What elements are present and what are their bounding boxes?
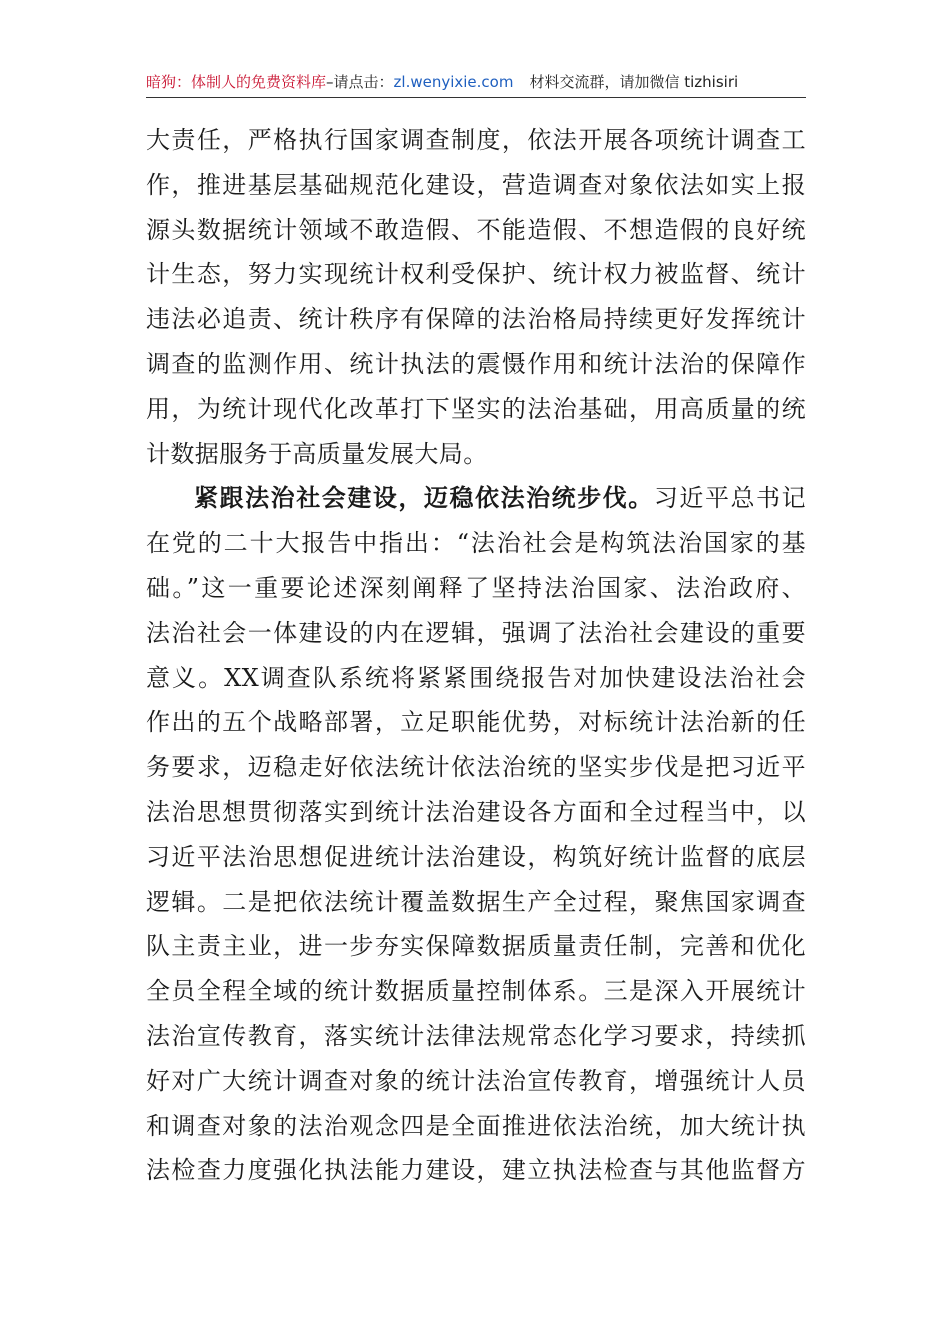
text-line: 在党的二十大报告中指出：“法治社会是构筑法治国家的基 — [146, 529, 806, 558]
text-line: 作，推进基层基础规范化建设，营造调查对象依法如实上报 — [146, 170, 806, 199]
text-line: 全员全程全域的统计数据质量控制体系。三是深入开展统计 — [146, 977, 806, 1006]
text-line: 计生态，努力实现统计权利受保护、统计权力被监督、统计 — [146, 260, 806, 289]
document-body — [146, 118, 806, 1193]
text-line: 计数据服务于高质量发展大局。 — [146, 439, 488, 468]
text-line: 务要求，迈稳走好依法统计依法治统的坚实步伐是把习近平 — [146, 753, 806, 782]
text-line: 作出的五个战略部署，立足职能优势，对标统计法治新的任 — [146, 708, 806, 737]
text-line: 和调查对象的法治观念四是全面推进依法治统，加大统计执 — [146, 1111, 806, 1140]
text-line: 大责任，严格执行国家调查制度，依法开展各项统计调查工 — [146, 126, 806, 154]
text-line: 源头数据统计领域不敢造假、不能造假、不想造假的良好统 — [146, 215, 806, 244]
header-click-label: –请点击： — [326, 73, 394, 91]
text-line: 意义。XX调查队系统将紧紧围绕报告对加快建设法治社会 — [146, 663, 806, 692]
paragraph-2-first-line — [146, 476, 806, 521]
text-line: 习近平法治思想促进统计法治建设，构筑好统计监督的底层 — [146, 842, 806, 871]
header-site-name: 暗狗：体制人的免费资料库 — [146, 73, 327, 91]
text-line: 调查的监测作用、统计执法的震慑作用和统计法治的保障作 — [146, 349, 806, 378]
header-divider — [146, 97, 806, 98]
paragraph-2 — [146, 476, 806, 1193]
text-line: 础。”这一重要论述深刻阐释了坚持法治国家、法治政府、 — [146, 573, 806, 602]
text-line: 法治宣传教育，落实统计法律法规常态化学习要求，持续抓 — [146, 1021, 806, 1050]
paragraph-1 — [146, 118, 806, 476]
text-line: 队主责主业，进一步夯实保障数据质量责任制，完善和优化 — [146, 932, 806, 961]
text-line: 法治思想贯彻落实到统计法治建设各方面和全过程当中，以 — [146, 797, 806, 826]
text-line: 好对广大统计调查对象的统计法治宣传教育，增强统计人员 — [146, 1066, 806, 1095]
header-url-link[interactable]: zl.wenyixie.com — [393, 73, 514, 91]
header-contact: 材料交流群，请加微信 tizhisiri — [529, 73, 739, 91]
text-line: 法治社会一体建设的内在逻辑，强调了法治社会建设的重要 — [146, 618, 806, 647]
text-line: 逻辑。二是把依法统计覆盖数据生产全过程，聚焦国家调查 — [146, 887, 806, 916]
page-header — [146, 68, 806, 96]
heading-rest: 习近平总书记 — [653, 484, 806, 513]
text-line: 违法必追责、统计秩序有保障的法治格局持续更好发挥统计 — [146, 305, 806, 334]
text-line: 用，为统计现代化改革打下坚实的法治基础，用高质量的统 — [146, 394, 806, 423]
paragraph-heading: 紧跟法治社会建设，迈稳依法治统步伐。 — [194, 483, 654, 513]
text-line: 法检查力度强化执法能力建设，建立执法检查与其他监督方 — [146, 1156, 806, 1185]
